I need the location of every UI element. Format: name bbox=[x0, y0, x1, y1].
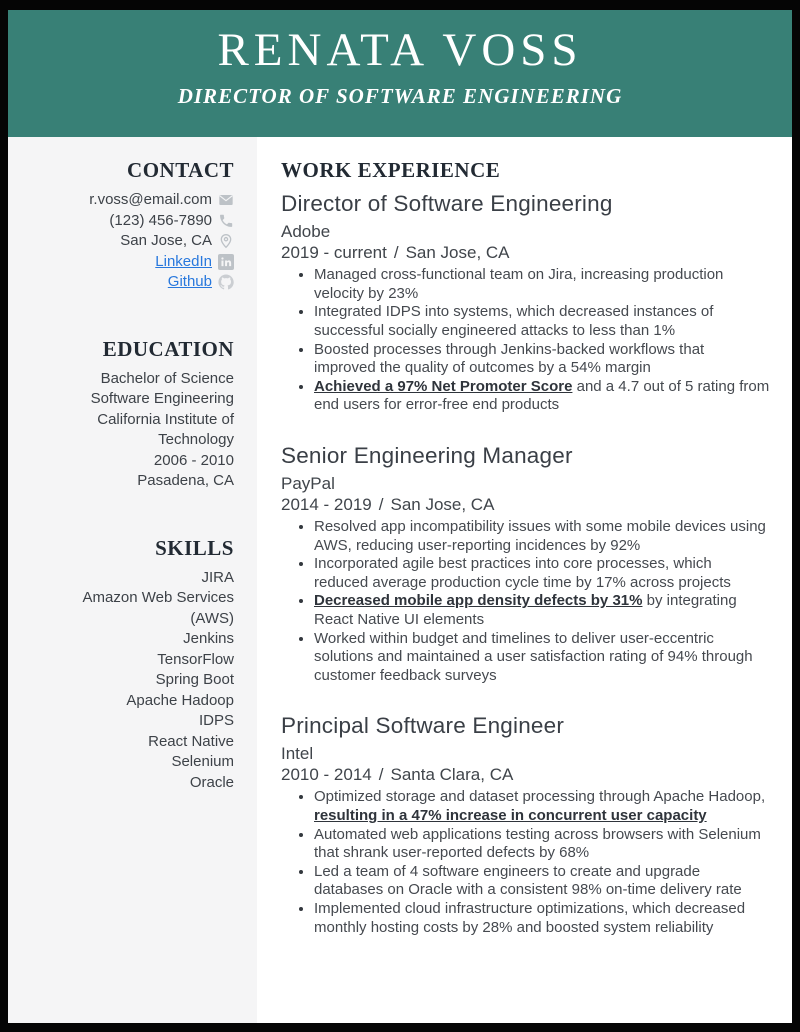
highlighted-achievement: Achieved a 97% Net Promoter Score bbox=[314, 377, 573, 395]
job-bullets bbox=[281, 266, 770, 415]
contact-text: r.voss@email.com bbox=[89, 191, 212, 208]
bullet-text: Worked within budget and timelines to deliver user-eccentric solutions and maintained a user satisfaction rating of 94% through customer feedback surveys bbox=[314, 629, 753, 684]
bullet-text: Boosted processes through Jenkins-backed workflows that improved the quality of outcomes by a 54% margin bbox=[314, 340, 705, 377]
linkedin-link[interactable]: LinkedIn bbox=[155, 252, 212, 270]
education-item: California Institute of Technology bbox=[97, 410, 234, 448]
resume-page bbox=[8, 10, 792, 1023]
bullet-text: Implemented cloud infrastructure optimizations, which decreased monthly hosting costs by 28% and boosted system reliability bbox=[314, 900, 746, 936]
skill-item: React Native bbox=[148, 732, 234, 750]
bullet-text: Incorporated agile best practices into core processes, which reduced average production cycle time by 17% across projects bbox=[314, 555, 731, 591]
bullet-text: by integrating React Native UI elements bbox=[314, 592, 737, 628]
job-entry bbox=[281, 190, 770, 415]
bullet-item bbox=[314, 266, 770, 303]
skill-item: Amazon Web Services (AWS) bbox=[82, 589, 234, 627]
education-item: 2006 - 2010 bbox=[153, 451, 234, 469]
bullet-text: Automated web applications testing across browsers with Selenium that shrank user-reported defects by 68% bbox=[314, 825, 761, 862]
education-item: Pasadena, CA bbox=[137, 472, 234, 489]
skill-item: TensorFlow bbox=[157, 650, 234, 668]
header-banner bbox=[8, 10, 792, 137]
dates-location-separator: / bbox=[393, 243, 399, 263]
bullet-item bbox=[314, 900, 770, 937]
skills-section bbox=[53, 536, 234, 794]
job-dates: 2019 - current bbox=[281, 243, 387, 263]
contact-list bbox=[53, 190, 234, 293]
bullet-item bbox=[314, 826, 770, 863]
job-bullets bbox=[281, 788, 770, 937]
sidebar bbox=[8, 137, 257, 1023]
contact-item bbox=[53, 211, 234, 232]
contact-text: (123) 456-7890 bbox=[109, 211, 212, 229]
company-name: Adobe bbox=[281, 222, 331, 242]
bullet-text: Managed cross-functional team on Jira, increasing production velocity by 23% bbox=[314, 266, 724, 302]
bullet-text: and a 4.7 out of 5 rating from end users for error-free end products bbox=[314, 377, 770, 414]
work-experience-heading: WORK EXPERIENCE bbox=[281, 158, 501, 182]
company-name: Intel bbox=[281, 744, 314, 764]
job-bullets bbox=[281, 518, 770, 685]
bullet-text: Resolved app incompatibility issues with some mobile devices using AWS, reducing user-reporting incidences by 92% bbox=[314, 518, 766, 554]
phone-icon bbox=[218, 213, 234, 229]
bullet-item bbox=[314, 555, 770, 592]
bullet-item bbox=[314, 630, 770, 686]
bullet-item bbox=[314, 863, 770, 900]
contact-item bbox=[53, 190, 234, 211]
bullet-item bbox=[314, 592, 770, 629]
bullet-item bbox=[314, 341, 770, 378]
highlighted-achievement: Decreased mobile app density defects by 31% bbox=[314, 592, 643, 610]
education-section bbox=[53, 337, 234, 492]
skill-item: Oracle bbox=[189, 773, 234, 791]
skill-item: Selenium bbox=[171, 753, 234, 770]
job-dates-location bbox=[281, 494, 770, 515]
job-location: San Jose, CA bbox=[390, 495, 495, 514]
contact-heading: CONTACT bbox=[127, 158, 234, 182]
education-item: Bachelor of Science bbox=[100, 369, 234, 387]
bullet-text: Integrated IDPS into systems, which decreased instances of successful socially engineered attacks to less than 1% bbox=[314, 303, 714, 339]
job-dates: 2014 - 2019 bbox=[281, 495, 372, 514]
contact-item bbox=[53, 252, 234, 273]
contact-item bbox=[53, 231, 234, 252]
contact-item bbox=[53, 272, 234, 293]
bullet-item bbox=[314, 303, 770, 340]
job-title: Director of Software Engineering bbox=[281, 191, 613, 216]
content-columns bbox=[8, 137, 792, 1023]
contact-text: San Jose, CA bbox=[120, 232, 212, 249]
skills-heading: SKILLS bbox=[155, 535, 234, 560]
skill-item: Apache Hadoop bbox=[126, 691, 234, 709]
education-heading: EDUCATION bbox=[102, 336, 234, 361]
bullet-text: Optimized storage and dataset processing through Apache Hadoop, bbox=[314, 788, 766, 806]
skills-list bbox=[53, 568, 234, 794]
bullet-item bbox=[314, 518, 770, 555]
dates-location-separator: / bbox=[378, 495, 384, 514]
person-title: DIRECTOR OF SOFTWARE ENGINEERING bbox=[177, 84, 623, 109]
highlighted-achievement: resulting in a 47% increase in concurrent user capacity bbox=[314, 807, 707, 825]
job-entry bbox=[281, 712, 770, 937]
company-name: PayPal bbox=[281, 474, 335, 493]
education-list bbox=[53, 369, 234, 492]
skill-item: JIRA bbox=[201, 568, 234, 586]
skill-item: IDPS bbox=[198, 712, 234, 729]
github-icon[interactable] bbox=[218, 274, 234, 290]
dates-location-separator: / bbox=[378, 765, 384, 785]
bullet-item bbox=[314, 378, 770, 415]
contact-section bbox=[53, 158, 234, 293]
work-experience-section bbox=[257, 137, 792, 1023]
location-icon bbox=[218, 233, 234, 249]
skill-item: Jenkins bbox=[183, 630, 234, 647]
linkedin-icon[interactable] bbox=[218, 254, 234, 270]
person-name: RENATA VOSS bbox=[217, 24, 583, 76]
job-entry bbox=[281, 442, 770, 685]
job-dates-location bbox=[281, 764, 770, 785]
jobs-container bbox=[281, 190, 770, 937]
bullet-item bbox=[314, 788, 770, 825]
skill-item: Spring Boot bbox=[155, 671, 234, 688]
github-link[interactable]: Github bbox=[167, 273, 212, 290]
bullet-text: Led a team of 4 software engineers to create and upgrade databases on Oracle with a consistent 98% on-time delivery rate bbox=[314, 862, 742, 899]
email-icon bbox=[218, 192, 234, 208]
education-item: Software Engineering bbox=[90, 390, 234, 407]
job-location: Santa Clara, CA bbox=[390, 765, 514, 785]
job-dates-location bbox=[281, 242, 770, 263]
job-title: Senior Engineering Manager bbox=[281, 442, 573, 468]
job-location: San Jose, CA bbox=[405, 243, 510, 263]
job-dates: 2010 - 2014 bbox=[281, 765, 372, 785]
job-title: Principal Software Engineer bbox=[281, 713, 565, 739]
